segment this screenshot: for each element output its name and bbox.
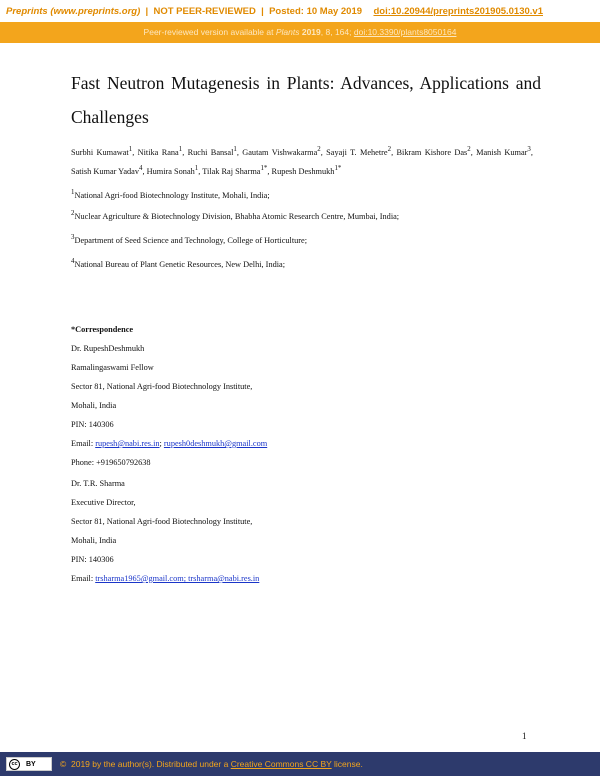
author-name: Gautam Vishwakarma (242, 147, 318, 157)
author-name: Surbhi Kumawat (71, 147, 129, 157)
peer-reviewed-banner (0, 22, 600, 43)
cc-circle-icon: cc (9, 759, 20, 770)
contact-name: Dr. RupeshDeshmukh (71, 344, 145, 353)
license-footer (0, 752, 600, 776)
contact-name: Dr. T.R. Sharma (71, 479, 125, 488)
contact-city: Mohali, India (71, 401, 117, 410)
correspondence-secondary (71, 474, 259, 588)
email-link[interactable]: rupesh@nabi.res.in (95, 439, 160, 448)
preprints-brand-link[interactable]: Preprints (www.preprints.org) (6, 6, 141, 17)
author-affiliation-sup: 1 (178, 146, 183, 153)
email-label: Email: (71, 439, 96, 448)
author-name: Bikram Kishore Das (396, 147, 468, 157)
author-name: Manish Kumar (476, 147, 528, 157)
contact-city: Mohali, India (71, 536, 117, 545)
page-number: 1 (522, 731, 527, 741)
journal-name: Plants (275, 27, 300, 37)
review-status: NOT PEER-REVIEWED (153, 6, 256, 17)
author-affiliation-sup: 2 (317, 146, 321, 153)
affiliation-3 (71, 234, 307, 245)
author-name: Ruchi Bansal (187, 147, 234, 157)
affiliation-2 (71, 210, 399, 221)
contact-email-line (71, 434, 267, 453)
email-separator: ; (159, 439, 164, 448)
affiliation-text: Nuclear Agriculture & Biotechnology Division, Bhabha Atomic Research Centre, Mumbai, India; (74, 211, 400, 221)
by-label: BY (26, 760, 36, 768)
contact-role: Executive Director, (71, 498, 136, 507)
affiliation-sup: 1 (71, 189, 75, 196)
preprint-doi-link[interactable]: doi:10.20944/preprints201905.0130.v1 (373, 6, 543, 17)
affiliation-sup: 3 (71, 234, 75, 241)
author-affiliation-sup: 1 (194, 164, 199, 172)
author-affiliation-sup: 3 (527, 146, 531, 153)
affiliation-1 (71, 189, 270, 200)
email-link[interactable]: rupesh0deshmukh@gmail.com (163, 439, 268, 448)
posted-date: Posted: 10 May 2019 (269, 6, 363, 17)
author-list: Surbhi Kumawat$^1$, Nitika Rana$^1$, Ruchi Bansal$^1$, Gautam Vishwakarma$^2$, Sayaji T. Mehetre$^2$, Bikram Kishore Das$^2$, Manish Kumar$^3$, Satish Kumar Yadav$^4$, Humira Sonah$^1$, Tilak Raj Sharma$^{1*}$, Rupesh Deshmukh$^{1*}$ (71, 146, 533, 176)
author-affiliation-sup: 2 (387, 146, 392, 153)
contact-role: Ramalingaswami Fellow (71, 363, 154, 372)
preprint-header-bar (0, 0, 600, 22)
author-affiliation-sup: 1* (260, 164, 268, 172)
affiliation-sup: 4 (71, 258, 75, 265)
affiliation-text: National Bureau of Plant Genetic Resources, New Delhi, India; (74, 259, 286, 269)
correspondence-heading: *Correspondence (71, 325, 134, 334)
header-separator: | (255, 6, 270, 17)
license-text (60, 759, 363, 769)
correspondence-primary (71, 320, 267, 472)
contact-pin: PIN: 140306 (71, 420, 114, 429)
contact-address: Sector 81, National Agri-food Biotechnology Institute, (71, 517, 253, 526)
header-left (6, 6, 362, 17)
contact-email-line (71, 569, 259, 588)
author-name: Sayaji T. Mehetre (326, 147, 388, 157)
contact-pin: PIN: 140306 (71, 555, 114, 564)
contact-address: Sector 81, National Agri-food Biotechnology Institute, (71, 382, 253, 391)
cc-by-badge-icon[interactable] (6, 757, 52, 771)
journal-citation: , 8, 164; (320, 27, 354, 37)
author-name: Tilak Raj Sharma (202, 166, 261, 176)
journal-year: 2019 (301, 27, 321, 37)
author-name: Humira Sonah (146, 166, 195, 176)
peer-review-prefix: Peer-reviewed version available at (143, 27, 276, 37)
author-name: Nitika Rana (137, 147, 179, 157)
paper-title: Fast Neutron Mutagenesis in Plants: Advances, Applications and Challenges (71, 73, 541, 127)
affiliation-text: Department of Seed Science and Technology, College of Horticulture; (74, 235, 308, 245)
author-name: Rupesh Deshmukh (271, 166, 335, 176)
author-affiliation-sup: 1 (128, 146, 133, 153)
license-link[interactable]: Creative Commons CC BY (230, 759, 332, 769)
author-affiliation-sup: 2 (467, 146, 471, 153)
journal-doi-link[interactable]: doi:10.3390/plants8050164 (353, 27, 457, 37)
license-suffix: license. (331, 759, 363, 769)
author-affiliation-sup: 4 (139, 164, 143, 172)
affiliation-4 (71, 258, 285, 269)
affiliation-text: National Agri-food Biotechnology Institute, Mohali, India; (74, 190, 270, 200)
header-separator: | (140, 6, 154, 17)
affiliation-sup: 2 (71, 210, 75, 217)
email-link[interactable]: trsharma1965@gmail.com; trsharma@nabi.res.in (95, 574, 260, 583)
author-name: Satish Kumar Yadav (71, 166, 139, 176)
contact-phone: Phone: +919650792638 (71, 458, 151, 467)
email-label: Email: (71, 574, 96, 583)
copyright-text: © 2019 by the author(s). Distributed under a (60, 759, 231, 769)
author-affiliation-sup: 1* (334, 164, 342, 172)
author-affiliation-sup: 1 (233, 146, 237, 153)
